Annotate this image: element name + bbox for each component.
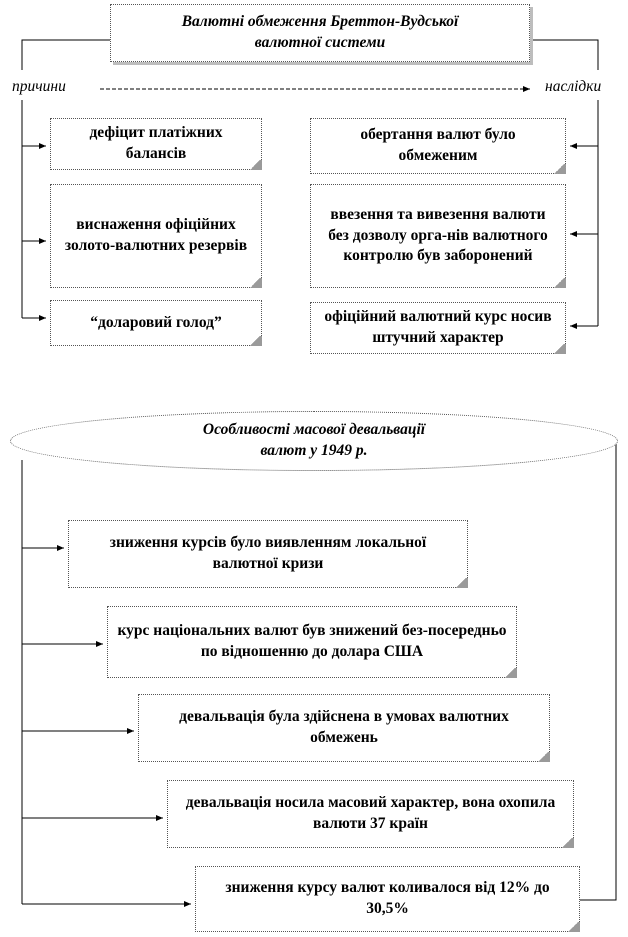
bottom-title-ellipse — [10, 411, 618, 471]
feature-box-2: курс національних валют був знижений без-посередньо по відношенню до долара США — [107, 606, 517, 678]
top-title-box — [110, 4, 530, 62]
feature-box-5: зниження курсу валют коливалося від 12% до 30,5% — [195, 866, 580, 932]
cause-box-3: “доларовий голод” — [50, 300, 262, 346]
effect-box-3: офіційний валютний курс носив штучний характер — [310, 302, 566, 354]
bottom-title-line1: Особливості масової девальвації — [202, 421, 426, 439]
effects-label: наслідки — [545, 78, 602, 95]
feature-box-3: девальвація була здійснена в умовах валютних обмежень — [138, 694, 550, 762]
feature-box-4: девальвація носила масовий характер, вона охопила валюти 37 країн — [167, 780, 574, 848]
effect-box-1: обертання валют було обмеженим — [310, 118, 566, 174]
bottom-title-line2: валют у 1949 р. — [260, 442, 368, 459]
cause-box-2: виснаження офіційних золото-валютних резервів — [50, 184, 262, 288]
effect-box-2: ввезення та вивезення валюти без дозволу орга-нів валютного контролю був заборонений — [310, 184, 566, 288]
cause-box-1: дефіцит платіжних балансів — [50, 118, 262, 170]
top-title-line2: валютної системи — [254, 34, 386, 51]
feature-box-1: зниження курсів було виявленням локальної валютної кризи — [68, 520, 468, 588]
causes-label: причини — [12, 78, 66, 95]
top-title-line1: Валютні обмеження Бреттон-Вудської — [181, 13, 459, 31]
